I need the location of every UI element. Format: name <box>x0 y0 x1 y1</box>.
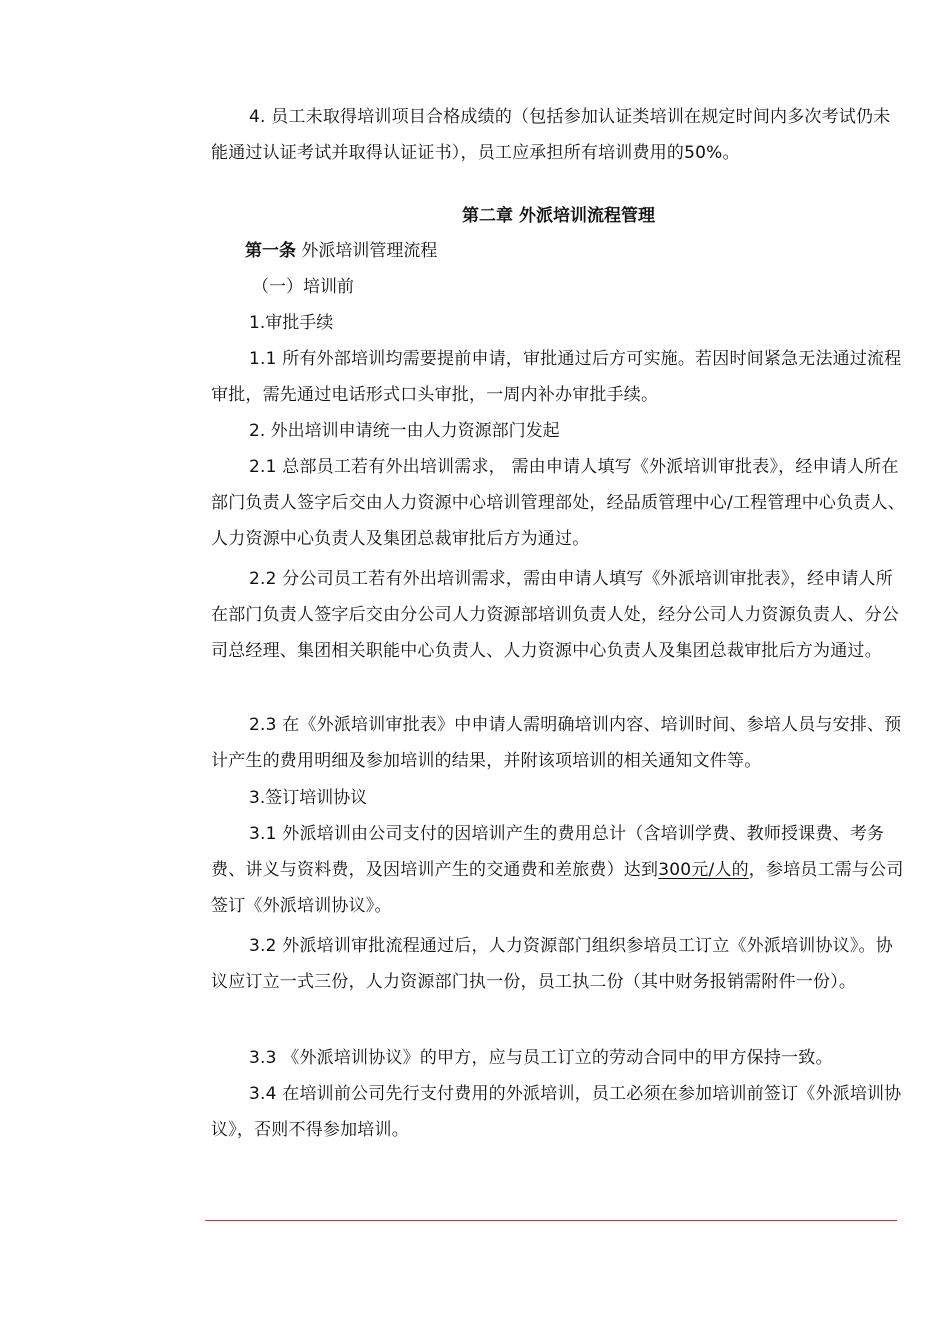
article-1-heading <box>245 233 437 269</box>
paragraph-3-2: 3.2 外派培训审批流程通过后，人力资源部门组织参培员工订立《外派培训协议》。协议应订立一式三份，人力资源部门执一份，员工执二份（其中财务报销需附件一份）。 <box>211 936 893 992</box>
footer-divider <box>205 1220 897 1221</box>
item-4-paragraph: 4. 员工未取得培训项目合格成绩的（包括参加认证类培训在规定时间内多次考试仍未能通过认证考试并取得认证证书），员工应承担所有培训费用的50%。 <box>211 107 891 163</box>
article-number: 第一条 <box>245 241 296 261</box>
article-title: 外派培训管理流程 <box>296 241 438 261</box>
paragraph-2-heading: 2. 外出培训申请统一由人力资源部门发起 <box>249 421 560 441</box>
agreement-heading: 3.签订培训协议 <box>249 788 368 808</box>
section-heading-before-training: （一）培训前 <box>252 277 354 297</box>
paragraph-3-1-underlined-amount: 300元/人的 <box>658 860 749 880</box>
paragraph-3-1 <box>211 816 906 924</box>
paragraph-3-1-text-after: ，参培员工需与公司签订《外派培训协议》。 <box>211 860 904 916</box>
paragraph-3-3: 3.3 《外派培训协议》的甲方，应与员工订立的劳动合同中的甲方保持一致。 <box>249 1048 833 1068</box>
paragraph-2-1: 2.1 总部员工若有外出培训需求， 需由申请人填写《外派培训审批表》，经申请人所在部门负责人签字后交由人力资源中心培训管理部处，经品质管理中心/工程管理中心负责人、人力资源中心负责人及集团总裁审批后方为通过。 <box>211 457 905 549</box>
paragraph-1-1: 1.1 所有外部培训均需要提前申请，审批通过后方可实施。若因时间紧急无法通过流程审批，需先通过电话形式口头审批，一周内补办审批手续。 <box>211 349 902 405</box>
chapter-title: 第二章 外派培训流程管理 <box>462 206 655 226</box>
paragraph-2-2: 2.2 分公司员工若有外出培训需求，需由申请人填写《外派培训审批表》，经申请人所在部门负责人签字后交由分公司人力资源部培训负责人处，经分公司人力资源负责人、分公司总经理、集团相关职能中心负责人、人力资源中心负责人及集团总裁审批后方为通过。 <box>211 569 899 661</box>
approval-heading: 1.审批手续 <box>249 313 334 333</box>
paragraph-3-1-text-before: 3.1 外派培训由公司支付的因培训产生的费用总计（含培训学费、教师授课费、考务费、讲义与资料费，及因培训产生的交通费和差旅费）达到 <box>211 824 885 880</box>
paragraph-2-3: 2.3 在《外派培训审批表》中申请人需明确培训内容、培训时间、参培人员与安排、预计产生的费用明细及参加培训的结果，并附该项培训的相关通知文件等。 <box>211 715 902 771</box>
paragraph-3-4: 3.4 在培训前公司先行支付费用的外派培训，员工必须在参加培训前签订《外派培训协议》，否则不得参加培训。 <box>211 1084 902 1140</box>
